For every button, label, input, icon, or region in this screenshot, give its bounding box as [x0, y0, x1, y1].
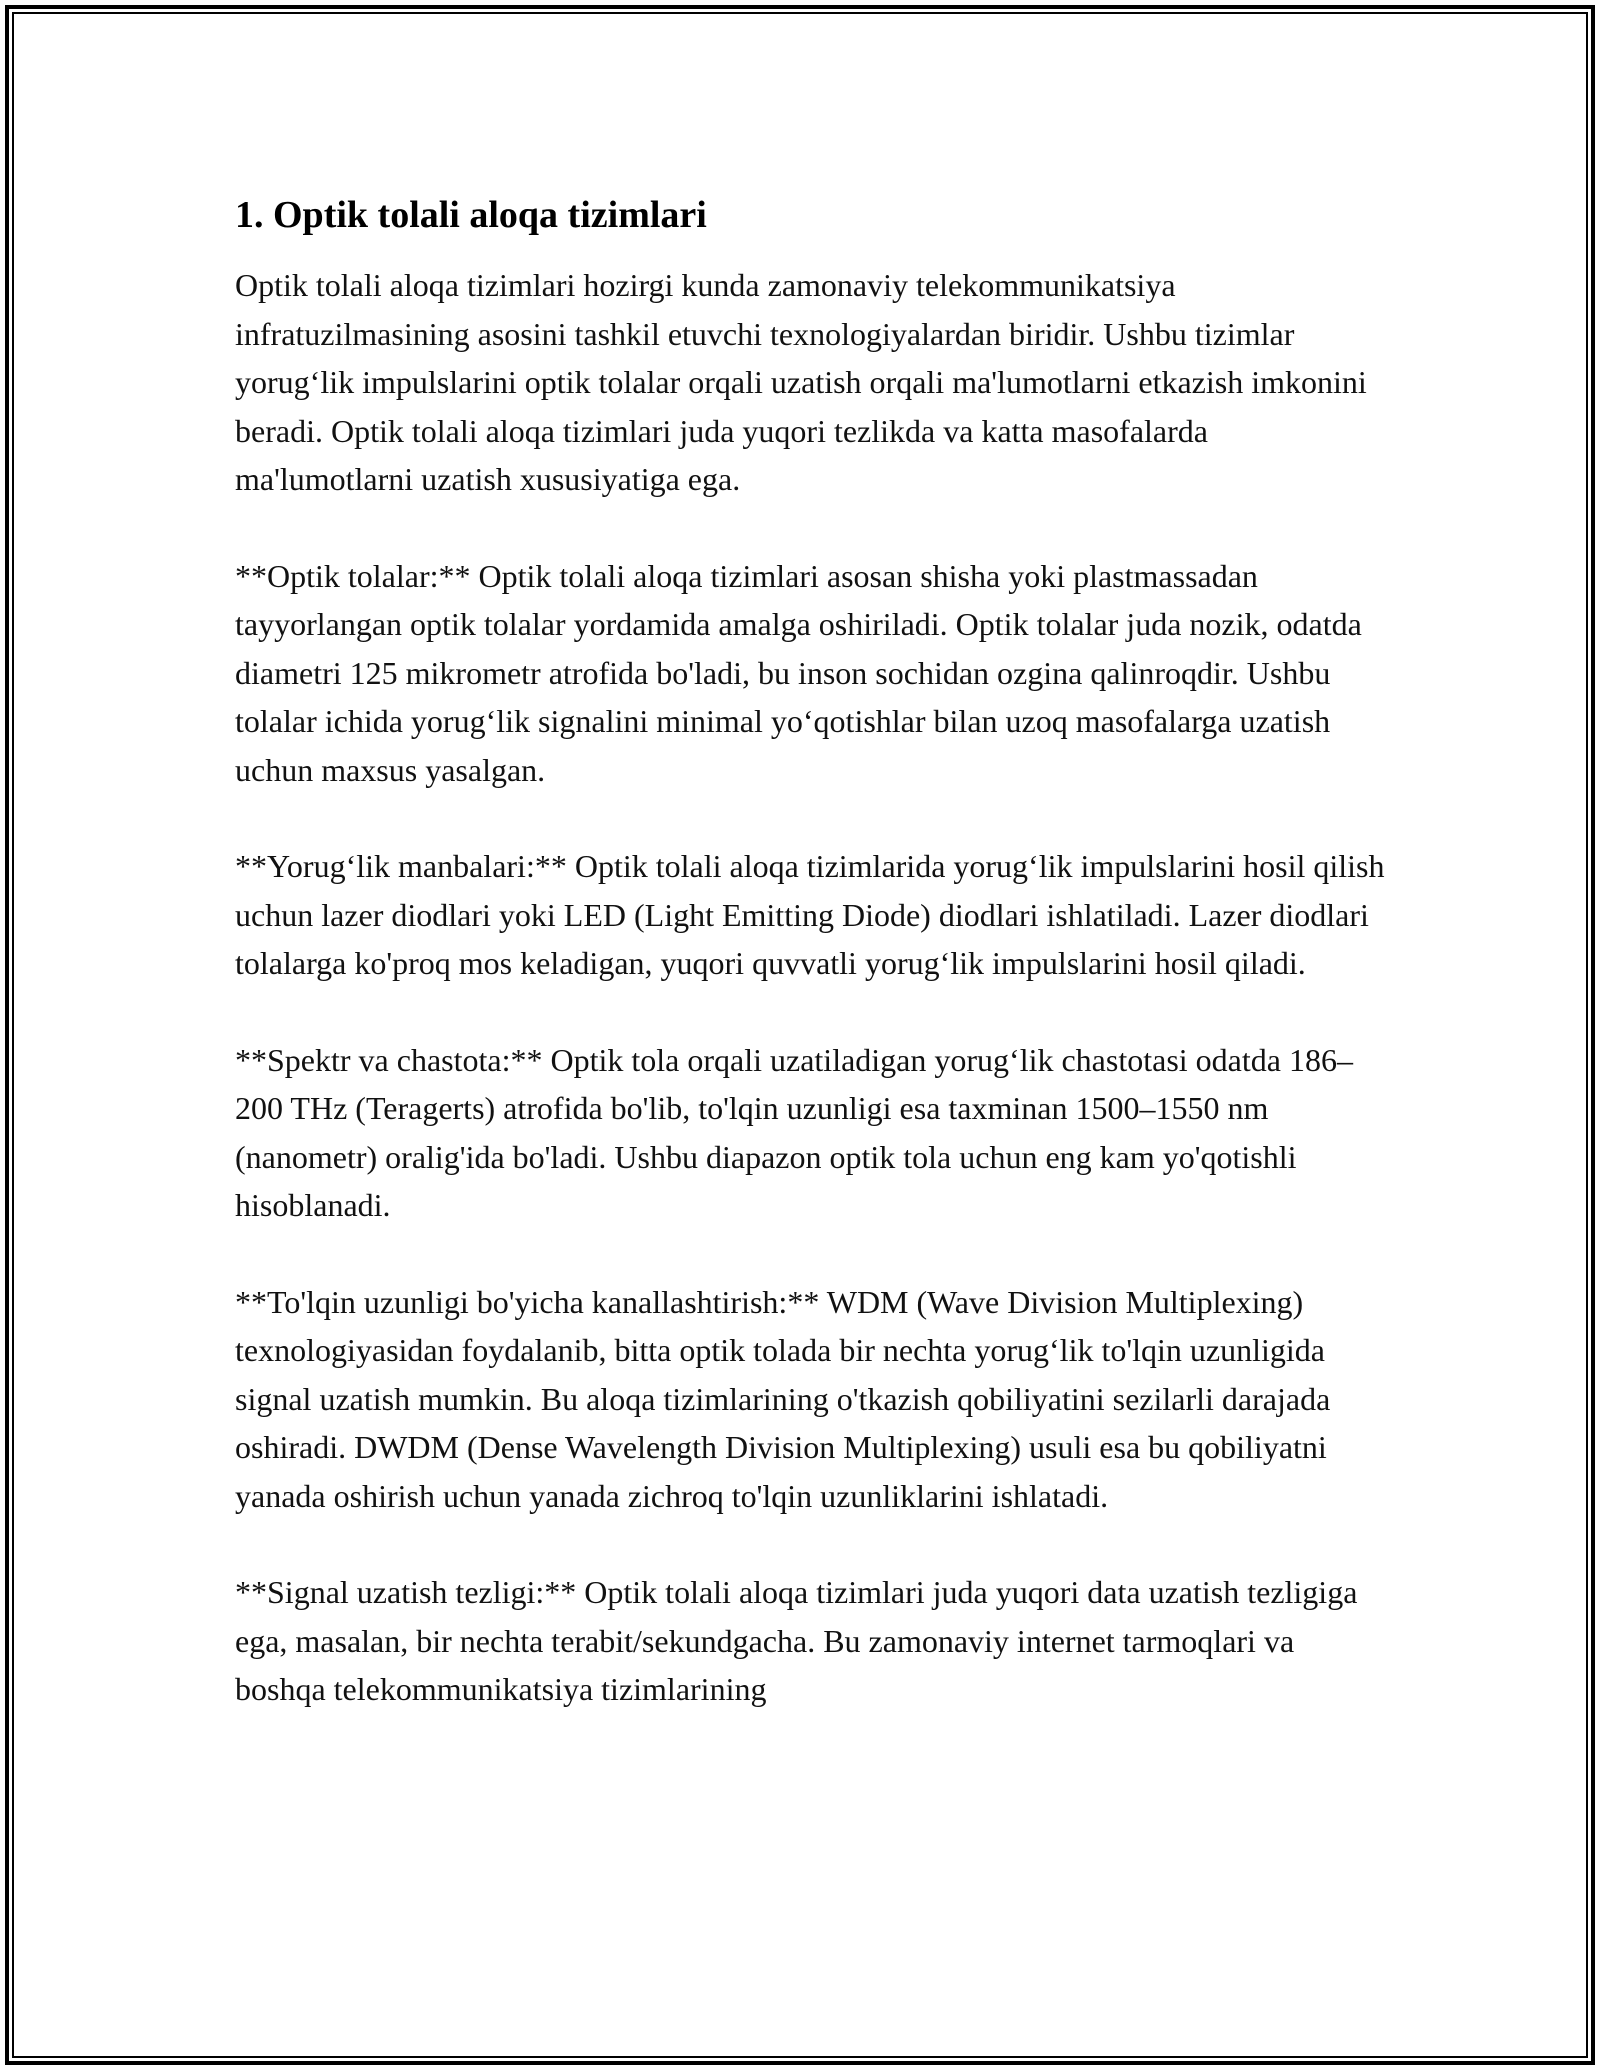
paragraph-optical-fibers: **Optik tolalar:** Optik tolali aloqa tizimlari asosan shisha yoki plastmassadan tayyorlangan optik tolalar yordamida amalga oshiriladi. Optik tolalar juda nozik, odatda diametri 125 mikrometr atrofida bo'ladi, bu inson sochidan ozgina qalinroqdir. Ushbu tolalar ichida yorug‘lik signalini minimal yo‘qotishlar bilan uzoq masofalarga uzatish uchun maxsus yasalgan. [235, 557, 1362, 788]
paragraph-intro: Optik tolali aloqa tizimlari hozirgi kunda zamonaviy telekommunikatsiya infratuzilmasining asosini tashkil etuvchi texnologiyalardan biridir. Ushbu tizimlar yorug‘lik impulslarini optik tolalar orqali uzatish orqali ma'lumotlarni etkazish imkonini beradi. Optik tolali aloqa tizimlari juda yuqori tezlikda va katta masofalarda ma'lumotlarni uzatish xususiyatiga ega. [235, 267, 1367, 497]
paragraph-spectrum-frequency: **Spektr va chastota:** Optik tola orqali uzatiladigan yorug‘lik chastotasi odatda 186–200 THz (Teragerts) atrofida bo'lib, to'lqin uzunligi esa taxminan 1500–1550 nm (nanometr) oralig'ida bo'ladi. Ushbu diapazon optik tola uchun eng kam yo'qotishli hisoblanadi. [235, 1041, 1353, 1223]
document-body [235, 187, 1385, 1762]
section-heading: 1. Optik tolali aloqa tizimlari [235, 194, 707, 236]
paragraph-transmission-speed: **Signal uzatish tezligi:** Optik tolali aloqa tizimlari juda yuqori data uzatish tezligiga ega, masalan, bir nechta terabit/sekundgacha. Bu zamonaviy internet tarmoqlari va boshqa telekommunikatsiya tizimlarining [235, 1574, 1358, 1707]
paragraph-wavelength-multiplexing: **To'lqin uzunligi bo'yicha kanallashtirish:** WDM (Wave Division Multiplexing) texnologiyasidan foydalanib, bitta optik tolada bir nechta yorug‘lik to'lqin uzunligida signal uzatish mumkin. Bu aloqa tizimlarining o'tkazish qobiliyatini sezilarli darajada oshiradi. DWDM (Dense Wavelength Division Multiplexing) usuli esa bu qobiliyatni yanada oshirish uchun yanada zichroq to'lqin uzunliklarini ishlatadi. [235, 1283, 1331, 1514]
paragraph-light-sources: **Yorug‘lik manbalari:** Optik tolali aloqa tizimlarida yorug‘lik impulslarini hosil qilish uchun lazer diodlari yoki LED (Light Emitting Diode) diodlari ishlatiladi. Lazer diodlari tolalarga ko'proq mos keladigan, yuqori quvvatli yorug‘lik impulslarini hosil qiladi. [235, 848, 1385, 981]
